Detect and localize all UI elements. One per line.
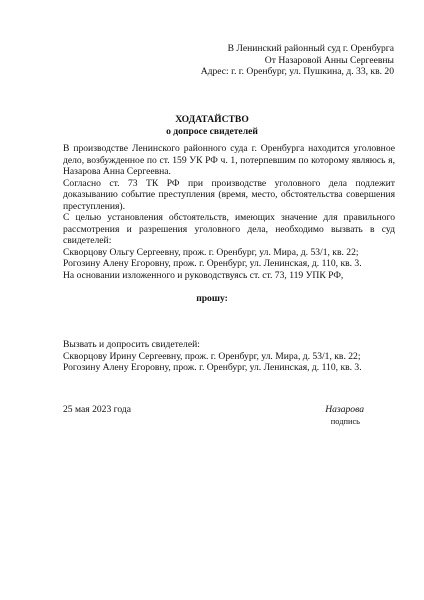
request-witness-line: Скворцову Ирину Сергеевну, прож. г. Оренбург, ул. Мира, д. 53/1, кв. 22; [63,350,361,362]
request-heading: прошу: [196,293,228,304]
signature-caption: подпись [330,417,360,426]
paragraph-case: В производстве Ленинского районного суда г. Оренбурга находится уголовное дело, возбужденное по ст. 159 УК РФ ч. 1, потерпевшим по которому являюсь я, Назарова Анна Сергеевна. [63,143,395,177]
paragraph-purpose: С целью установления обстоятельств, имеющих значение для правильного рассмотрения и разрешения уголовного дела, необходимо вызвать в суд свидетелей: [63,212,395,246]
title-subtitle: о допросе свидетелей [166,125,258,137]
document-title [0,114,424,137]
paragraph-law: Согласно ст. 73 ТК РФ при производстве уголовного дела подлежит доказыванию событие преступления (время, место, обстоятельства совершения преступления). [63,177,395,212]
witness-line: Рогозину Алену Егоровну, прож. г. Оренбург, ул. Ленинская, д. 110, кв. 3. [63,258,362,269]
signature: Назарова [325,404,364,415]
request-witness-line: Рогозину Алену Егоровну, прож. г. Оренбург, ул. Ленинская, д. 110, кв. 3. [63,362,362,373]
request-line: Вызвать и допросить свидетелей: [63,339,200,350]
witness-line: Скворцову Ольгу Сергеевну, прож. г. Оренбург, ул. Мира, д. 53/1, кв. 22; [63,246,359,258]
court-line: В Ленинский районный суд г. Оренбурга [227,43,394,54]
paragraph-basis: На основании изложенного и руководствуясь ст. ст. 73, 119 УПК РФ, [63,269,344,281]
request-block [63,339,395,374]
sender-line: От Назаровой Анны Сергеевны [264,54,394,66]
title-main: ХОДАТАЙСТВО [175,114,249,125]
address-line: Адрес: г. г. Оренбург, ул. Пушкина, д. 33, кв. 20 [200,66,394,77]
document-body [63,143,395,281]
document-date: 25 мая 2023 года [63,404,132,415]
addressee-block [54,43,394,78]
